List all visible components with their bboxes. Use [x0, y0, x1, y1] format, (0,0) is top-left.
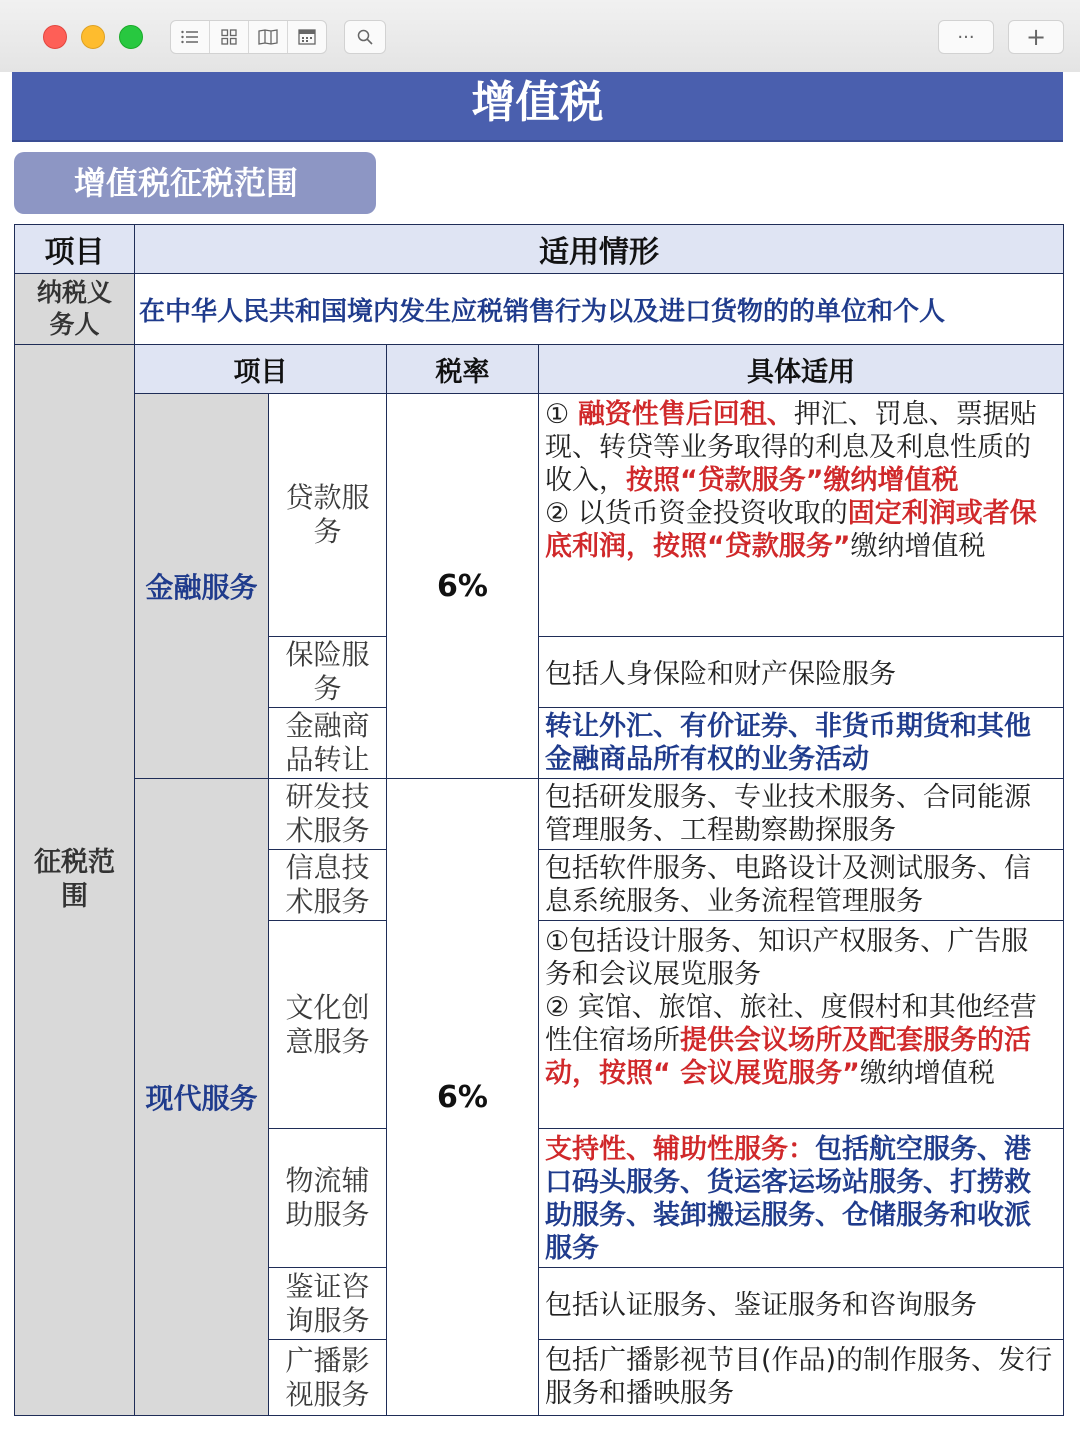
detail-broadcast: 包括广播影视节目(作品)的制作服务、发行服务和播映服务 — [538, 1339, 1064, 1416]
rate-modern: 6% — [386, 778, 539, 1416]
item-broadcast: 广播影视服务 — [268, 1339, 387, 1416]
detail-loan-service — [538, 393, 1064, 637]
list-icon[interactable] — [171, 21, 210, 53]
calendar-icon[interactable] — [288, 21, 326, 53]
item-consulting: 鉴证咨询服务 — [268, 1267, 387, 1340]
detail-text: ① — [545, 399, 570, 430]
detail-logistics-aux — [538, 1128, 1064, 1268]
window-titlebar — [0, 0, 1080, 73]
detail-highlight: 支持性、辅助性服务： — [545, 1134, 815, 1165]
detail-highlight: 融资性售后回租、 — [577, 399, 794, 430]
zoom-window-button[interactable] — [119, 25, 143, 49]
item-it-service: 信息技术服务 — [268, 849, 387, 921]
document-page — [0, 72, 1080, 1440]
more-icon[interactable]: ··· — [938, 20, 994, 54]
book-icon[interactable] — [249, 21, 288, 53]
header-situation: 适用情形 — [134, 224, 1064, 274]
section-title: 增值税征税范围 — [14, 152, 376, 214]
item-culture-creative: 文化创意服务 — [268, 920, 387, 1129]
category-modern: 现代服务 — [134, 778, 269, 1416]
detail-highlight: 固定利润或者保底利润，按照“贷款服务” — [545, 498, 1037, 562]
detail-financial-transfer: 转让外汇、有价证券、非货币期货和其他金融商品所有权的业务活动 — [538, 707, 1064, 779]
detail-highlight: 按照“贷款服务”缴纳增值税 — [626, 465, 959, 496]
taxpayer-label: 纳税义务人 — [14, 273, 135, 345]
detail-insurance-service: 包括人身保险和财产保险服务 — [538, 636, 1064, 708]
grid-icon[interactable] — [210, 21, 249, 53]
detail-highlight: 包括航空服务、港口码头服务、货运客运场站服务、打捞救助服务、装卸搬运服务、仓储服务和收派服务 — [545, 1134, 1031, 1264]
detail-text: 缴纳增值税 — [850, 531, 986, 562]
scope-label: 征税范围 — [14, 344, 135, 1416]
subheader-item: 项目 — [134, 344, 387, 394]
detail-text: ② 宾馆、旅馆、旅社、度假村和其他经营性住宿场所 — [545, 992, 1037, 1056]
item-insurance-service: 保险服务 — [268, 636, 387, 708]
item-loan-service: 贷款服务 — [268, 393, 387, 637]
item-logistics-aux: 物流辅助服务 — [268, 1128, 387, 1268]
taxpayer-text: 在中华人民共和国境内发生应税销售行为以及进口货物的的单位和个人 — [134, 273, 1064, 345]
minimize-window-button[interactable] — [81, 25, 105, 49]
view-toolbar-group — [170, 20, 327, 54]
detail-text: ①包括设计服务、知识产权服务、广告服务和会议展览服务 — [545, 926, 1029, 990]
detail-text: 缴纳增值税 — [859, 1058, 995, 1089]
detail-highlight: 提供会议场所及配套服务的活动，按照“ 会议展览服务” — [545, 1025, 1031, 1089]
close-window-button[interactable] — [43, 25, 67, 49]
subheader-rate: 税率 — [386, 344, 539, 394]
header-item: 项目 — [14, 224, 135, 274]
detail-rd-tech-service: 包括研发服务、专业技术服务、合同能源管理服务、工程勘察勘探服务 — [538, 778, 1064, 850]
category-finance: 金融服务 — [134, 393, 269, 779]
detail-it-service: 包括软件服务、电路设计及测试服务、信息系统服务、业务流程管理服务 — [538, 849, 1064, 921]
item-rd-tech-service: 研发技术服务 — [268, 778, 387, 850]
page-title: 增值税 — [12, 72, 1063, 142]
plus-icon[interactable]: + — [1008, 20, 1064, 54]
detail-culture-creative — [538, 920, 1064, 1129]
rate-finance: 6% — [386, 393, 539, 779]
detail-text: ② 以货币资金投资收取的 — [545, 498, 848, 529]
search-icon[interactable] — [344, 20, 386, 54]
subheader-detail: 具体适用 — [538, 344, 1064, 394]
detail-text: 押汇、罚息、票据贴现、转贷等业务取得的利息及利息性质的收入， — [545, 399, 1037, 496]
item-financial-transfer: 金融商品转让 — [268, 707, 387, 779]
vat-scope-table — [14, 224, 1064, 1416]
detail-consulting: 包括认证服务、鉴证服务和咨询服务 — [538, 1267, 1064, 1340]
